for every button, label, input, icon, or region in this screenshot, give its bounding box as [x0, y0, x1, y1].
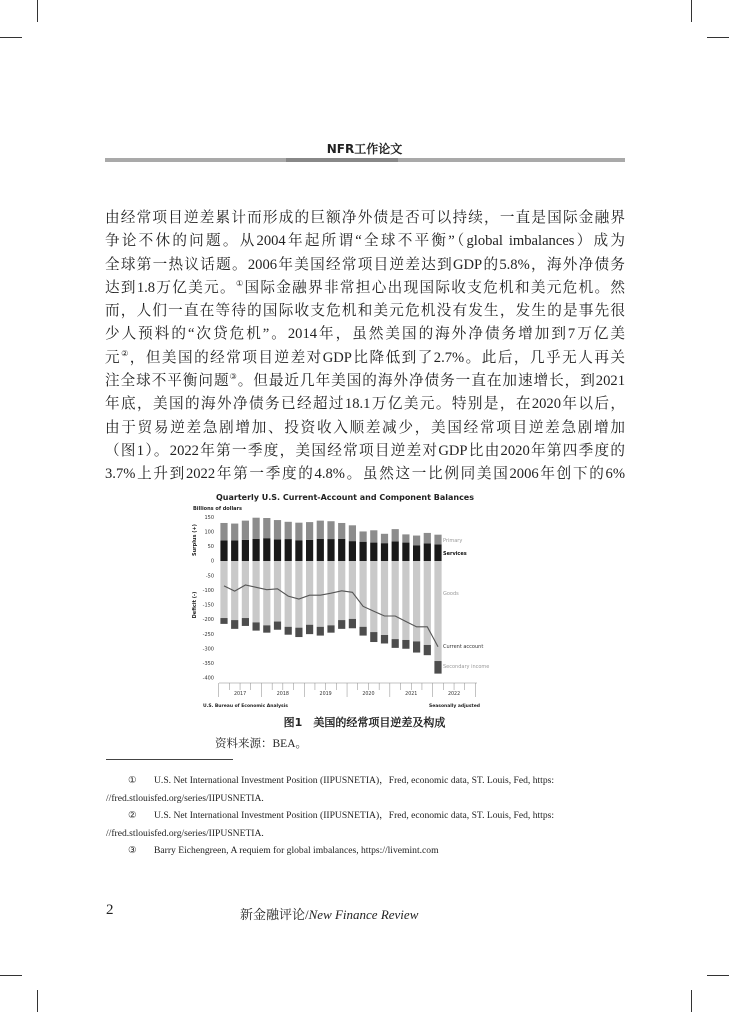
- bar-secondary-income: [242, 618, 249, 626]
- y-label-deficit: Deficit (-): [192, 591, 198, 619]
- crop-mark: [37, 990, 38, 1012]
- bar-primary: [402, 534, 409, 542]
- bar-goods: [381, 561, 388, 635]
- bar-services: [306, 540, 313, 561]
- current-account-chart: [190, 490, 490, 710]
- bar-primary: [220, 523, 227, 541]
- bar-primary: [274, 520, 281, 539]
- bar-primary: [349, 525, 356, 541]
- x-year-label: 2022: [447, 692, 461, 697]
- bar-services: [253, 539, 260, 561]
- bar-services: [434, 544, 441, 561]
- bar-services: [349, 541, 356, 561]
- bar-goods: [274, 561, 281, 622]
- body-text: [105, 207, 625, 487]
- y-tick-label: 150: [204, 514, 214, 521]
- bar-services: [424, 543, 431, 561]
- y-tick-label: -300: [202, 646, 214, 653]
- bar-goods: [349, 561, 356, 619]
- bar-secondary-income: [231, 620, 238, 629]
- page-number: 2: [106, 902, 114, 918]
- text-line: 全球第一热议话题。2006年美国经常项目逆差达到GDP的5.8%，海外净债务: [105, 256, 625, 273]
- legend-goods: Goods: [443, 591, 459, 597]
- legend-secondary-income: Secondary income: [443, 664, 490, 670]
- bar-services: [231, 541, 238, 561]
- y-tick-label: -400: [202, 675, 214, 682]
- bar-primary: [317, 521, 324, 539]
- bar-secondary-income: [317, 627, 324, 636]
- bar-services: [317, 539, 324, 561]
- x-year-label: 2019: [319, 692, 332, 697]
- header-rule: [105, 158, 625, 162]
- bar-goods: [413, 561, 420, 641]
- x-year-label: 2021: [405, 692, 418, 697]
- bar-secondary-income: [295, 628, 302, 637]
- x-year-label: 2020: [362, 692, 375, 697]
- bar-secondary-income: [434, 661, 441, 674]
- bar-secondary-income: [253, 622, 260, 630]
- bar-secondary-income: [381, 635, 388, 643]
- source-left: U.S. Bureau of Economic Analysis: [203, 704, 288, 709]
- bar-primary: [263, 518, 270, 538]
- y-label-surplus: Surplus (+): [192, 524, 198, 556]
- bar-primary: [392, 529, 399, 541]
- legend-primary: Primary: [443, 538, 463, 544]
- bar-services: [402, 543, 409, 561]
- bar-secondary-income: [402, 640, 409, 649]
- text-line: 3.7%上升到2022年第一季度的4.8%。虽然这一比例同美国2006年创下的6%: [105, 466, 625, 483]
- y-tick-label: -50: [205, 573, 214, 580]
- bar-primary: [242, 521, 249, 540]
- bar-services: [295, 540, 302, 561]
- bar-secondary-income: [274, 622, 281, 630]
- journal-name: 新金融评论/New Finance Review: [240, 907, 419, 922]
- bar-primary: [295, 523, 302, 541]
- bar-goods: [370, 561, 377, 632]
- bar-secondary-income: [263, 625, 270, 632]
- footnote-ref[interactable]: ②: [121, 348, 130, 358]
- text-line: （图1）。2022年第一季度，美国经常项目逆差对GDP比由2020年第四季度的: [105, 442, 625, 459]
- bar-services: [381, 543, 388, 561]
- bar-secondary-income: [370, 632, 377, 642]
- crop-mark: [0, 37, 22, 38]
- bar-services: [285, 539, 292, 561]
- bar-secondary-income: [338, 620, 345, 629]
- bar-services: [413, 545, 420, 561]
- y-tick-label: -150: [202, 602, 214, 609]
- footnotes: [106, 772, 626, 860]
- bar-secondary-income: [285, 627, 292, 635]
- footnote-rule: [106, 759, 233, 760]
- y-tick-label: -200: [202, 617, 214, 624]
- bar-goods: [220, 561, 227, 618]
- text-line: 由于贸易逆差急剧增加、投资收入顺差减少，美国经常项目逆差急剧增加: [105, 419, 625, 436]
- bar-secondary-income: [360, 627, 367, 636]
- bar-goods: [402, 561, 409, 640]
- bar-goods: [253, 561, 260, 622]
- bar-goods: [242, 561, 249, 618]
- bar-primary: [253, 518, 260, 539]
- y-tick-label: 100: [204, 529, 214, 536]
- bar-services: [274, 539, 281, 561]
- bar-primary: [306, 522, 313, 540]
- bar-secondary-income: [220, 618, 227, 624]
- bar-services: [327, 539, 334, 561]
- running-header: NFR工作论文: [326, 142, 403, 156]
- bar-goods: [360, 561, 367, 627]
- text-line: 争论不休的问题。从2004年起所谓“全球不平衡”（global imbalances）成为: [105, 233, 625, 250]
- text-line: 少人预料的“次贷危机”。2014年，虽然美国的海外净债务增加到7万亿美: [105, 326, 625, 343]
- bar-primary: [327, 521, 334, 539]
- bar-services: [392, 541, 399, 561]
- footnote-3: ③ Barry Eichengreen, A requiem for global imbalances, https://livemint.com: [128, 845, 439, 856]
- bar-goods: [263, 561, 270, 625]
- bar-services: [338, 539, 345, 561]
- y-tick-label: -350: [202, 661, 214, 668]
- y-tick-label: 0: [210, 558, 214, 565]
- figure-source: 资料来源：BEA。: [215, 738, 307, 750]
- text-line: 而，人们一直在等待的国际收支危机和美元危机没有发生，发生的是事先很: [105, 303, 625, 320]
- text-line: 年底，美国的海外净债务已经超过18.1万亿美元。特别是，在2020年以后，: [105, 396, 625, 413]
- bar-secondary-income: [349, 619, 356, 628]
- bar-services: [360, 542, 367, 561]
- bar-primary: [338, 523, 345, 539]
- crop-mark: [691, 0, 692, 22]
- y-tick-label: -250: [202, 631, 214, 638]
- crop-mark: [0, 975, 22, 976]
- x-year-label: 2018: [276, 692, 289, 697]
- footnote-1: ① U.S. Net International Investment Position (IIPUSNETIA)，Fred, economic data, ST. Louis, Fed, https: //fred.stlouisfed.org/series/IIPUSNETIA.: [106, 775, 555, 804]
- bar-secondary-income: [327, 625, 334, 632]
- bar-goods: [306, 561, 313, 625]
- bar-services: [242, 540, 249, 561]
- crop-mark: [691, 990, 692, 1012]
- footnote-ref[interactable]: ①: [235, 279, 245, 289]
- bar-goods: [392, 561, 399, 639]
- chart-title: Quarterly U.S. Current-Account and Component Balances: [215, 493, 475, 502]
- y-tick-label: -100: [202, 587, 214, 594]
- text-line: 达到1.8万亿美元。①国际金融界非常担心出现国际收支危机和美元危机。然: [105, 279, 626, 296]
- crop-mark: [37, 0, 38, 22]
- bar-services: [263, 538, 270, 561]
- bar-services: [370, 543, 377, 561]
- text-line: 由经常项目逆差累计而形成的巨额净外债是否可以持续，一直是国际金融界: [105, 210, 625, 226]
- y-units-label: Billions of dollars: [193, 506, 242, 512]
- bar-primary: [424, 533, 431, 544]
- bar-goods: [295, 561, 302, 628]
- crop-mark: [707, 975, 729, 976]
- bar-primary: [285, 522, 292, 539]
- bar-primary: [413, 536, 420, 546]
- footnote-2: ② U.S. Net International Investment Position (IIPUSNETIA)，Fred, economic data, ST. Louis, Fed, https: //fred.stlouisfed.org/series/IIPUSNETIA.: [106, 810, 555, 839]
- bar-services: [220, 541, 227, 561]
- bar-secondary-income: [392, 639, 399, 648]
- bar-primary: [360, 531, 367, 541]
- text-line: 元②，但美国的经常项目逆差对GDP比降低到了2.7%。此后，几乎无人再关: [105, 348, 625, 366]
- bar-primary: [370, 530, 377, 542]
- bar-primary: [231, 524, 238, 541]
- bar-goods: [317, 561, 324, 627]
- text-line: 注全球不平衡问题③。但最近几年美国的海外净债务一直在加速增长，到2021: [105, 372, 625, 390]
- bar-primary: [381, 534, 388, 543]
- x-year-label: 2017: [233, 692, 247, 697]
- legend-services: Services: [443, 551, 467, 557]
- figure-caption: 图1 美国的经常项目逆差及构成: [283, 716, 446, 729]
- y-tick-label: 50: [207, 544, 214, 551]
- bar-secondary-income: [424, 645, 431, 655]
- footnote-ref[interactable]: ③: [229, 372, 238, 382]
- bar-secondary-income: [306, 625, 313, 634]
- bar-primary: [434, 535, 441, 545]
- legend-current-account: Current account: [443, 644, 484, 650]
- source-right: Seasonally adjusted: [428, 704, 480, 709]
- bar-secondary-income: [413, 641, 420, 652]
- crop-mark: [707, 37, 729, 38]
